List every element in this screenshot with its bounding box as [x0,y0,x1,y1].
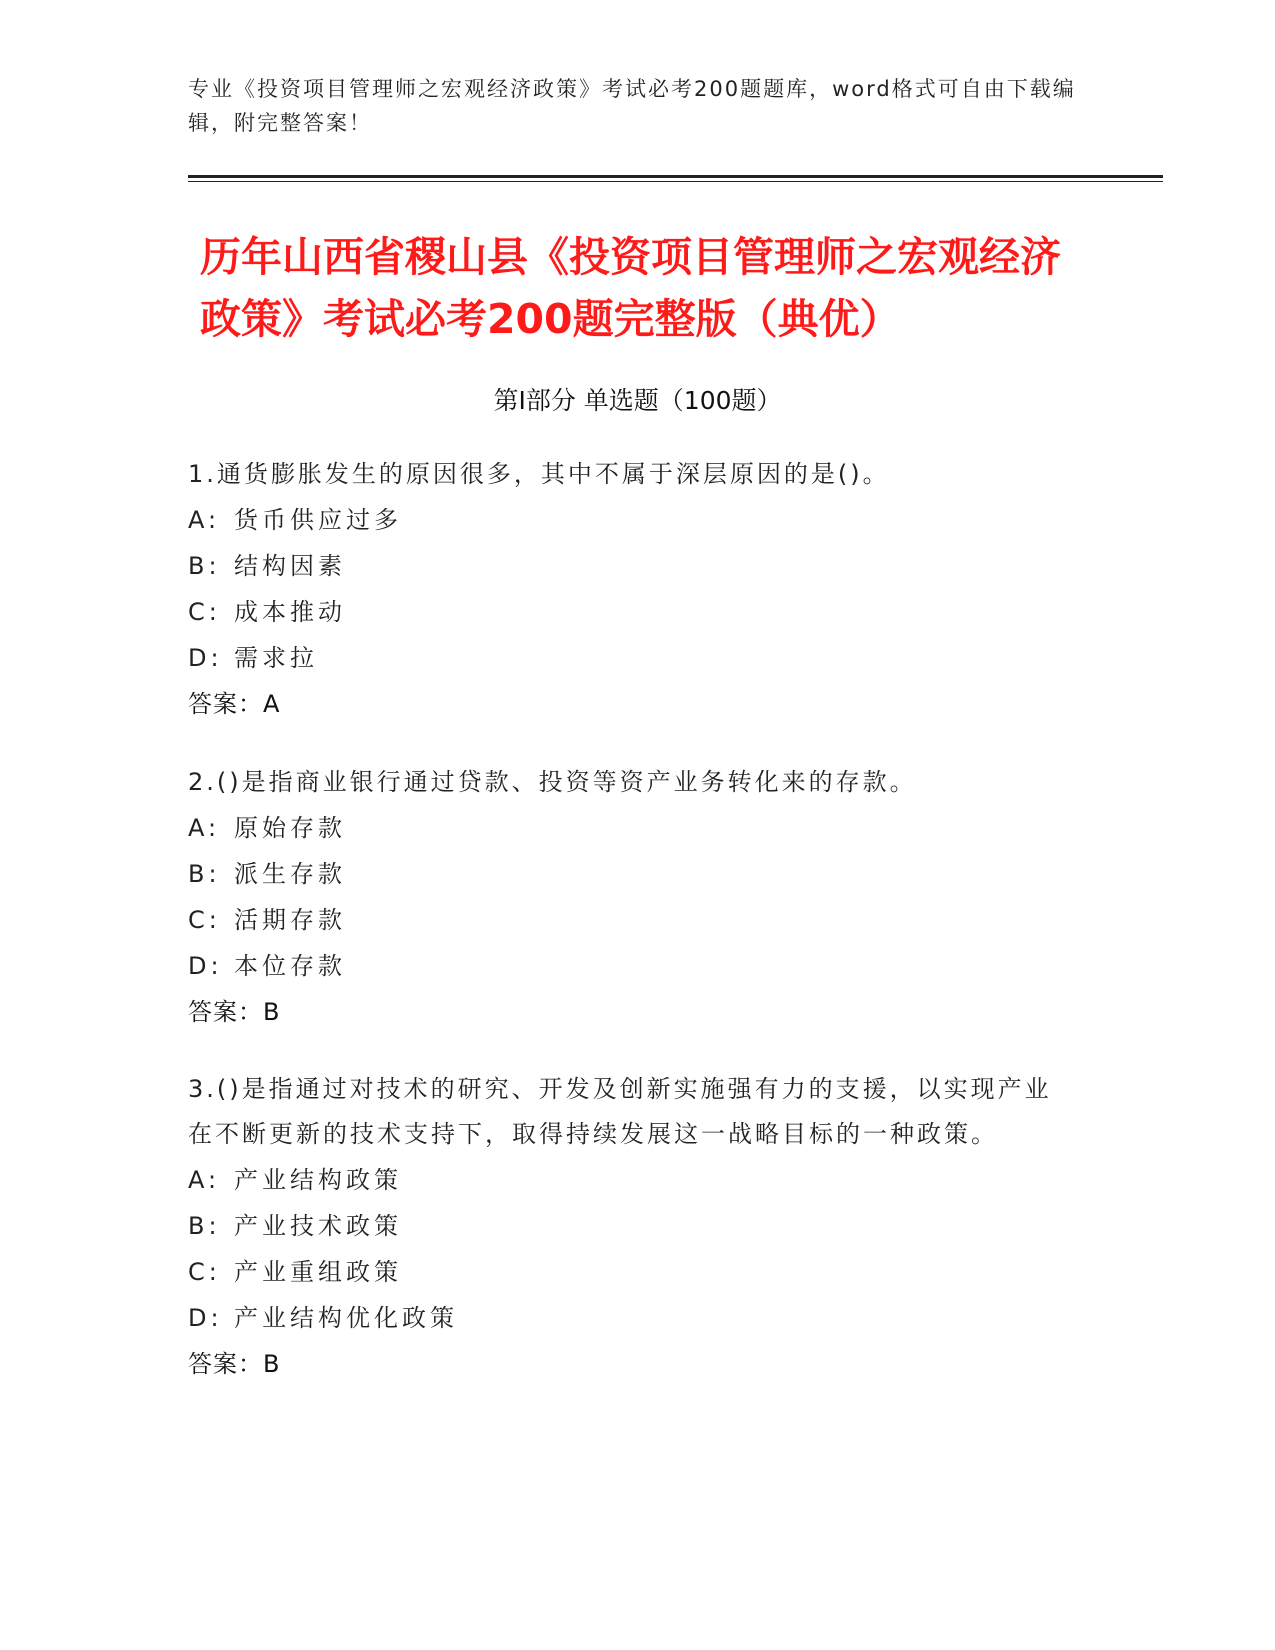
option-letter: D: [188,952,223,980]
option-letter: B: [188,1212,221,1240]
option-letter: A: [188,814,221,842]
option-text: 货币供应过多 [234,506,402,534]
question-1 [188,452,1068,727]
question-3 [188,1067,1068,1387]
option-d [188,943,1068,989]
question-stem: 2.()是指商业银行通过贷款、投资等资产业务转化来的存款。 [188,768,917,796]
question-2 [188,760,1068,1035]
question-stem: 3.()是指通过对技术的研究、开发及创新实施强有力的支援，以实现产业在不断更新的技术支持下，取得持续发展这一战略目标的一种政策。 [188,1075,1052,1148]
option-b [188,851,1068,897]
option-letter: C: [188,1258,221,1286]
option-letter: B: [188,860,221,888]
option-letter: D: [188,1304,223,1332]
answer: 答案：B [188,1350,281,1378]
answer: 答案：B [188,998,281,1026]
option-letter: C: [188,906,221,934]
option-letter: A: [188,506,221,534]
option-text: 活期存款 [234,906,346,934]
option-letter: A: [188,1166,221,1194]
option-d [188,1295,1068,1341]
option-a [188,805,1068,851]
question-stem: 1.通货膨胀发生的原因很多，其中不属于深层原因的是()。 [188,460,890,488]
option-letter: C: [188,598,221,626]
option-b [188,543,1068,589]
option-b [188,1203,1068,1249]
option-c [188,589,1068,635]
option-text: 派生存款 [234,860,346,888]
option-text: 产业重组政策 [234,1258,402,1286]
option-text: 产业结构优化政策 [234,1304,458,1332]
option-a [188,497,1068,543]
option-text: 本位存款 [234,952,346,980]
option-a [188,1157,1068,1203]
document-title: 历年山西省稷山县《投资项目管理师之宏观经济政策》考试必考200题完整版（典优） [200,233,1061,343]
option-text: 结构因素 [234,552,346,580]
option-letter: D: [188,644,223,672]
option-text: 产业技术政策 [234,1212,402,1240]
header-divider-thick [188,175,1163,178]
option-text: 需求拉 [234,644,318,672]
option-text: 产业结构政策 [234,1166,402,1194]
option-text: 成本推动 [234,598,346,626]
option-d [188,635,1068,681]
option-c [188,1249,1068,1295]
header-divider-thin [188,181,1163,182]
option-text: 原始存款 [234,814,346,842]
header-note: 专业《投资项目管理师之宏观经济政策》考试必考200题题库，word格式可自由下载编辑，附完整答案！ [188,77,1076,135]
section-title: 第Ⅰ部分 单选题（100题） [493,386,782,415]
answer: 答案：A [188,690,281,718]
option-letter: B: [188,552,221,580]
option-c [188,897,1068,943]
